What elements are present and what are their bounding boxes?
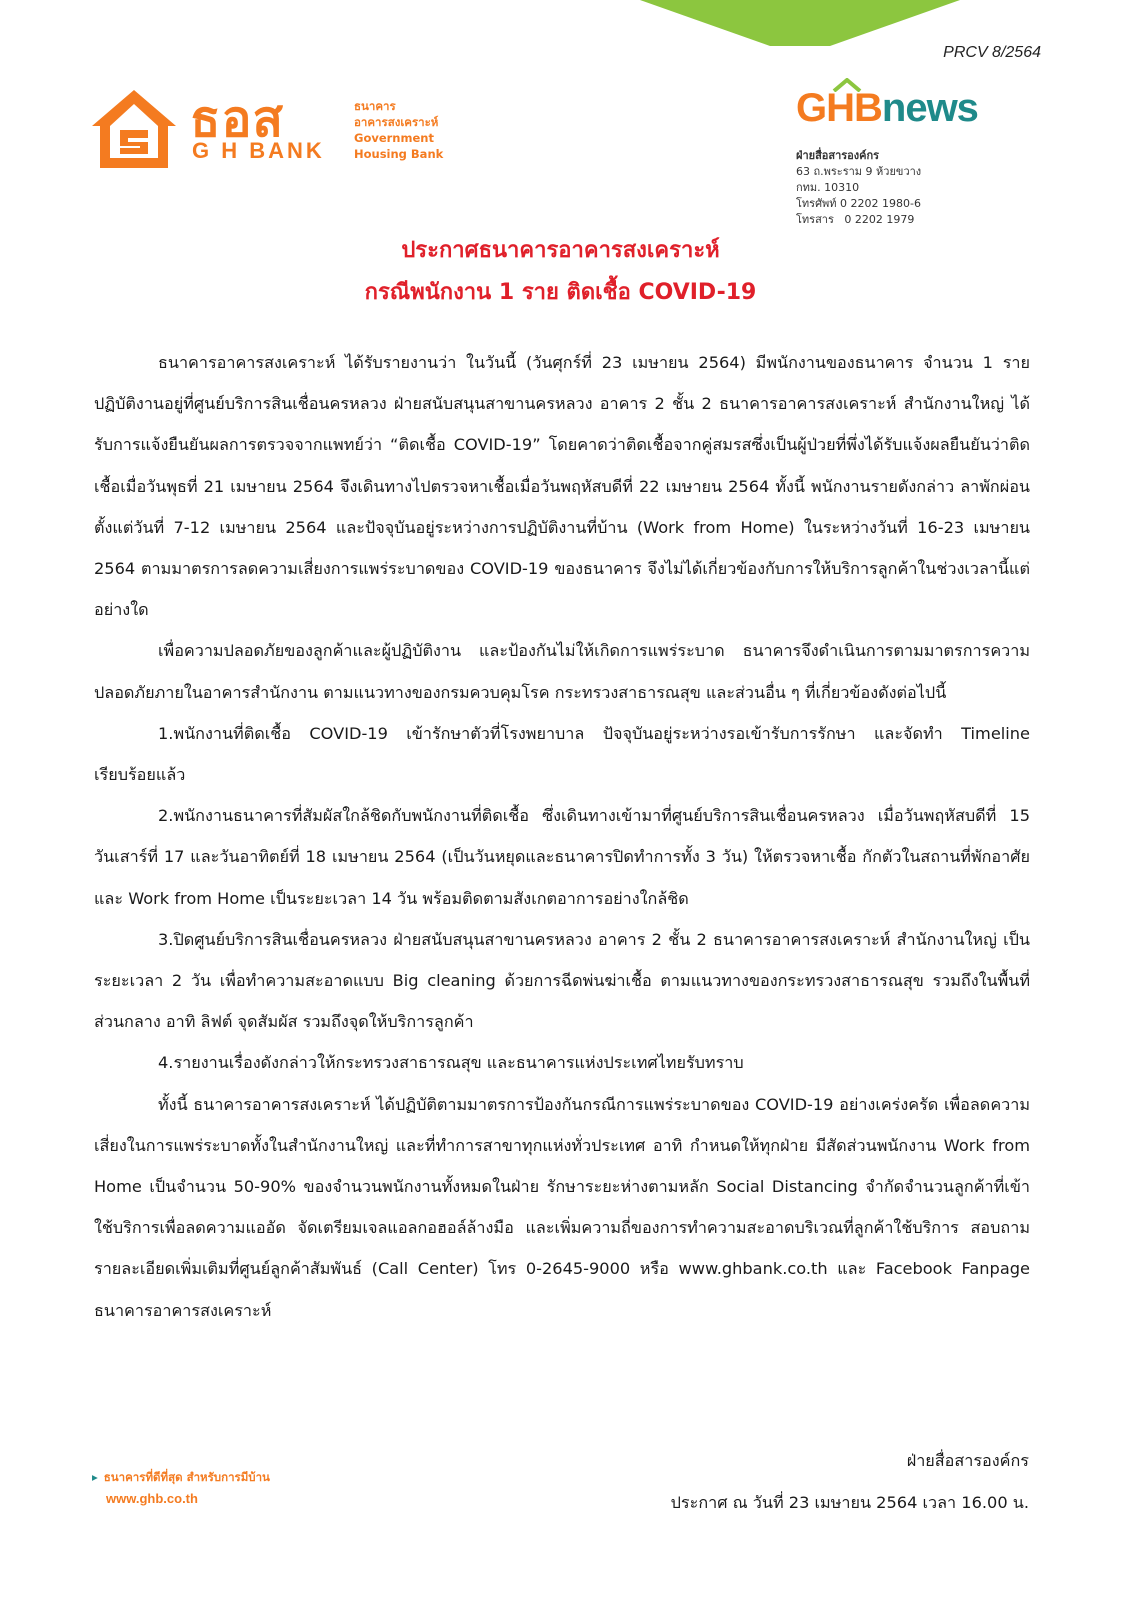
- body-paragraph: ธนาคารอาคารสงเคราะห์ ได้รับรายงานว่า ในวันนี้ (วันศุกร์ที่ 23 เมษายน 2564) มีพนักงานของธนาคาร จำนวน 1 ราย ปฏิบัติงานอยู่ที่ศูนย์บริการสินเชื่อนครหลวง ฝ่ายสนับสนุนสาขานครหลวง อาคาร 2 ชั้น 2 ธนาคารอาคารสงเคราะห์ สำนักงานใหญ่ ได้รับการแจ้งยืนยันผลการตรวจจากแพทย์ว่า “ติดเชื้อ COVID-19” โดยคาดว่าติดเชื้อจากคู่สมรสซึ่งเป็นผู้ป่วยที่พึ่งได้รับแจ้งผลยืนยันว่าติดเชื้อเมื่อวันพุธที่ 21 เมษายน 2564 จึงเดินทางไปตรวจหาเชื้อเมื่อวันพฤหัสบดีที่ 22 เมษายน 2564 ทั้งนี้ พนักงานรายดังกล่าว ลาพักผ่อนตั้งแต่วันที่ 7-12 เมษายน 2564 และปัจจุบันอยู่ระหว่างการปฏิบัติงานที่บ้าน (Work from Home) ในระหว่างวันที่ 16-23 เมษายน 2564 ตามมาตรการลดความเสี่ยงการแพร่ระบาดของ COVID-19 ของธนาคาร จึงไม่ได้เกี่ยวข้องกับการให้บริการลูกค้าในช่วงเวลานี้แต่อย่างใด: [94, 353, 1030, 620]
- announcement-date: ประกาศ ณ วันที่ 23 เมษายน 2564 เวลา 16.00 น.: [670, 1493, 1029, 1512]
- ghbnews-block: [796, 86, 1056, 228]
- ghbank-name-line: Housing Bank: [354, 147, 444, 161]
- department-name: ฝ่ายสื่อสารองค์กร: [796, 149, 880, 162]
- ghbnews-logo-ghb: GHB: [796, 86, 882, 130]
- ghbank-wordmark-thai: ธอส: [190, 90, 285, 148]
- ghbank-name-line: ธนาคาร: [354, 99, 396, 113]
- top-decorative-bar: [640, 0, 960, 46]
- body-paragraph: เพื่อความปลอดภัยของลูกค้าและผู้ปฏิบัติงาน และป้องกันไม่ให้เกิดการแพร่ระบาด ธนาคารจึงดำเนินการตามมาตรการความปลอดภัยภายในอาคารสำนักงาน ตามแนวทางของกรมควบคุมโรค กระทรวงสาธารณสุข และส่วนอื่น ๆ ที่เกี่ยวข้องดังต่อไปนี้: [94, 641, 1030, 702]
- body-paragraph: ทั้งนี้ ธนาคารอาคารสงเคราะห์ ได้ปฏิบัติตามมาตรการป้องกันกรณีการแพร่ระบาดของ COVID-19 อย่างเคร่งครัด เพื่อลดความเสี่ยงในการแพร่ระบาดทั้งในสำนักงานใหญ่ และที่ทำการสาขาทุกแห่งทั่วประเทศ อาทิ กำหนดให้ทุกฝ่าย มีสัดส่วนพนักงาน Work from Home เป็นจำนวน 50-90% ของจำนวนพนักงานทั้งหมดในฝ่าย รักษาระยะห่างตามหลัก Social Distancing จำกัดจำนวนลูกค้าที่เข้าใช้บริการเพื่อลดความแออัด จัดเตรียมเจลแอลกอฮอล์ล้างมือ และเพิ่มความถี่ของการทำความสะอาดบริเวณที่ลูกค้าใช้บริการ สอบถามรายละเอียดเพิ่มเติมที่ศูนย์ลูกค้าสัมพันธ์ (Call Center) โทร 0-2645-9000 หรือ www.ghbank.co.th และ Facebook Fanpage ธนาคารอาคารสงเคราะห์: [94, 1094, 1030, 1320]
- ghbank-name-line: อาคารสงเคราะห์: [354, 115, 439, 129]
- address-line: กทม. 10310: [796, 181, 860, 194]
- tagline-text: ธนาคารที่ดีที่สุด สำหรับการมีบ้าน: [103, 1470, 270, 1484]
- website-link[interactable]: www.ghb.co.th: [106, 1491, 198, 1506]
- title-line-2: กรณีพนักงาน 1 ราย ติดเชื้อ COVID-19: [364, 280, 757, 305]
- ghbank-wordmark-english: G H BANK: [192, 138, 325, 163]
- address-line: 63 ถ.พระราม 9 ห้วยขวาง: [796, 165, 922, 178]
- ghbank-name-block: [354, 98, 443, 162]
- arrow-icon: ▸: [92, 1470, 98, 1484]
- ghbank-house-icon: [88, 86, 180, 172]
- title-line-1: ประกาศธนาคารอาคารสงเคราะห์: [401, 238, 720, 263]
- roof-icon: [832, 78, 862, 92]
- announcement-title: [0, 230, 1121, 314]
- measure-item-2: 2.พนักงานธนาคารที่สัมผัสใกล้ชิดกับพนักงานที่ติดเชื้อ ซึ่งเดินทางเข้ามาที่ศูนย์บริการสินเชื่อนครหลวง เมื่อวันพฤหัสบดีที่ 15 วันเสาร์ที่ 17 และวันอาทิตย์ที่ 18 เมษายน 2564 (เป็นวันหยุดและธนาคารปิดทำการทั้ง 3 วัน) ให้ตรวจหาเชื้อ กักตัวในสถานที่พักอาศัย และ Work from Home เป็นระยะเวลา 14 วัน พร้อมติดตามสังเกตอาการอย่างใกล้ชิด: [94, 806, 1030, 908]
- fax-number: โทรสาร 0 2202 1979: [796, 213, 915, 226]
- signature-department: ฝ่ายสื่อสารองค์กร: [906, 1451, 1029, 1470]
- ghbank-logo: [88, 86, 488, 176]
- ghbank-name-line: Government: [354, 131, 434, 145]
- ghbnews-logo-news: news: [881, 86, 978, 130]
- document-code: PRCV 8/2564: [943, 44, 1041, 61]
- signature-block: [671, 1440, 1029, 1524]
- phone-number: โทรศัพท์ 0 2202 1980-6: [796, 197, 921, 210]
- footer-tagline: [92, 1466, 270, 1510]
- measure-item-3: 3.ปิดศูนย์บริการสินเชื่อนครหลวง ฝ่ายสนับสนุนสาขานครหลวง อาคาร 2 ชั้น 2 ธนาคารอาคารสงเคราะห์ สำนักงานใหญ่ เป็นระยะเวลา 2 วัน เพื่อทำความสะอาดแบบ Big cleaning ด้วยการฉีดพ่นฆ่าเชื้อ ตามแนวทางของกระทรวงสาธารณสุข รวมถึงในพื้นที่ส่วนกลาง อาทิ ลิฟต์ จุดสัมผัส รวมถึงจุดให้บริการลูกค้า: [94, 929, 1030, 1032]
- measure-item-4: 4.รายงานเรื่องดังกล่าวให้กระทรวงสาธารณสุข และธนาคารแห่งประเทศไทยรับทราบ: [158, 1053, 744, 1073]
- measure-item-1: 1.พนักงานที่ติดเชื้อ COVID-19 เข้ารักษาตัวที่โรงพยาบาล ปัจจุบันอยู่ระหว่างรอเข้ารับการรักษา และจัดทำ Timeline เรียบร้อยแล้ว: [94, 723, 1030, 785]
- ghbnews-logo: [796, 86, 1056, 130]
- contact-block: [796, 148, 1056, 228]
- announcement-body: [94, 342, 1030, 1331]
